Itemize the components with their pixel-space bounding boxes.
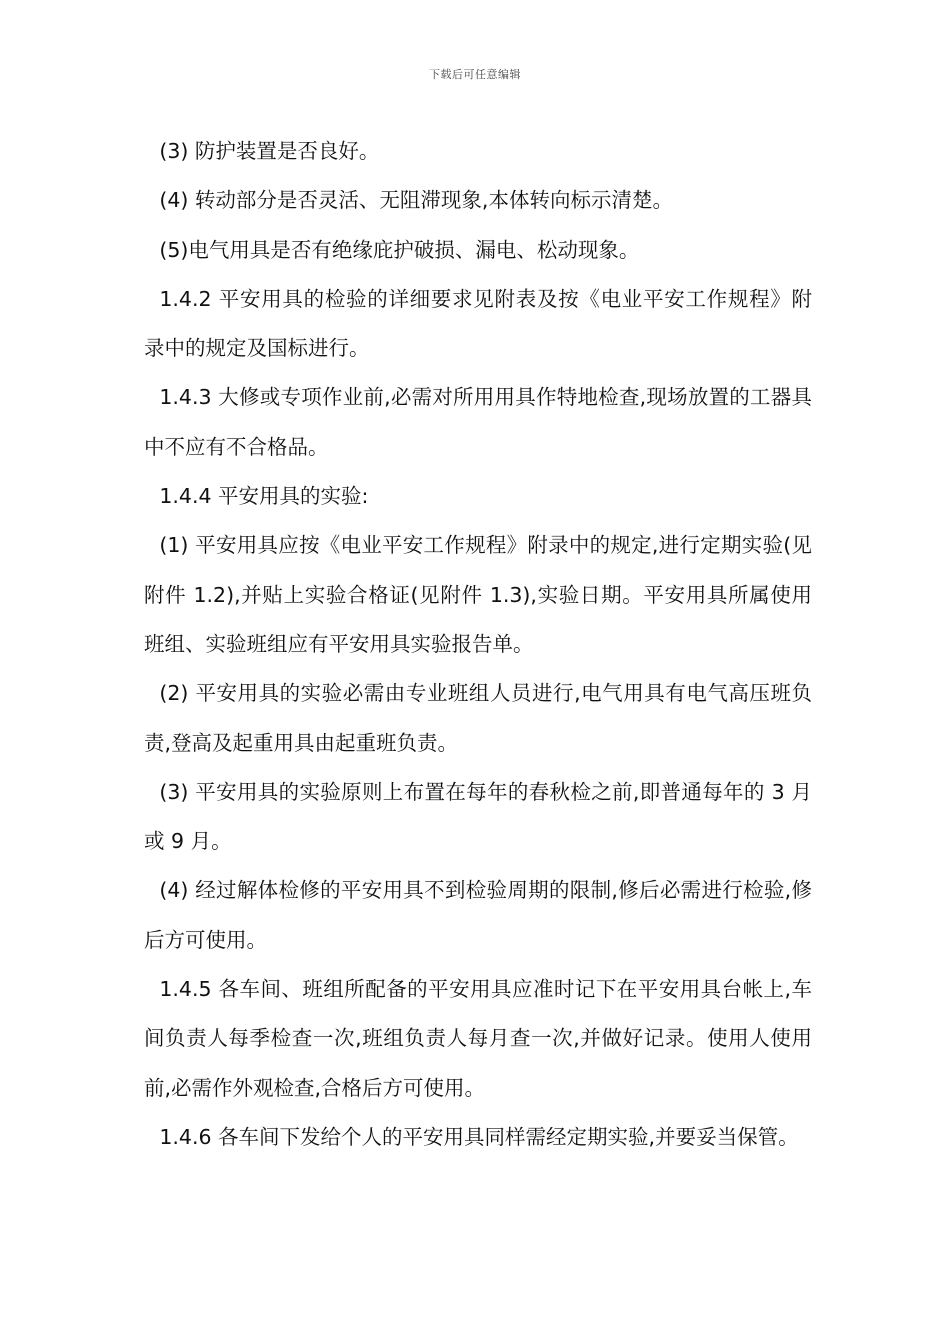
paragraph-3-protection-device: (3) 防护装置是否良好。 [159,139,380,163]
paragraph-test-3: (3) 平安用具的实验原则上布置在每年的春秋检之前,即普通每年的 3 月或 9 月。 [144,779,812,854]
paragraph-1-4-3: 1.4.3 大修或专项作业前,必需对所用用具作特地检查,现场放置的工器具中不应有不合格品。 [144,385,812,459]
paragraph-test-4: (4) 经过解体检修的平安用具不到检验周期的限制,修后必需进行检验,修后方可使用。 [144,878,812,952]
paragraph-1-4-5: 1.4.5 各车间、班组所配备的平安用具应准时记下在平安用具台帐上,车间负责人每季检查一次,班组负责人每月查一次,并做好记录。使用人使用前,必需作外观检查,合格后方可使用。 [144,977,812,1100]
paragraph-5-electrical-tools: (5)电气用具是否有绝缘庇护破损、漏电、松动现象。 [159,237,640,262]
paragraph-1-4-4: 1.4.4 平安用具的实验: [159,484,369,509]
paragraph-1-4-2: 1.4.2 平安用具的检验的详细要求见附表及按《电业平安工作规程》附录中的规定及国标进行。 [144,286,812,361]
paragraph-test-2: (2) 平安用具的实验必需由专业班组人员进行,电气用具有电气高压班负责,登高及起重用具由起重班负责。 [144,681,812,755]
document-body [144,127,812,1162]
paragraph-4-rotating-parts: (4) 转动部分是否灵活、无阻滞现象,本体转向标示清楚。 [159,188,673,213]
paragraph-test-1: (1) 平安用具应按《电业平安工作规程》附录中的规定,进行定期实验(见附件 1.2),并贴上实验合格证(见附件 1.3),实验日期。平安用具所属使用班组、实验班组应有平安用具实验报告单。 [144,533,812,656]
page-header: 下载后可任意编辑 [429,68,521,81]
paragraph-1-4-6: 1.4.6 各车间下发给个人的平安用具同样需经定期实验,并要妥当保管。 [159,1124,799,1149]
